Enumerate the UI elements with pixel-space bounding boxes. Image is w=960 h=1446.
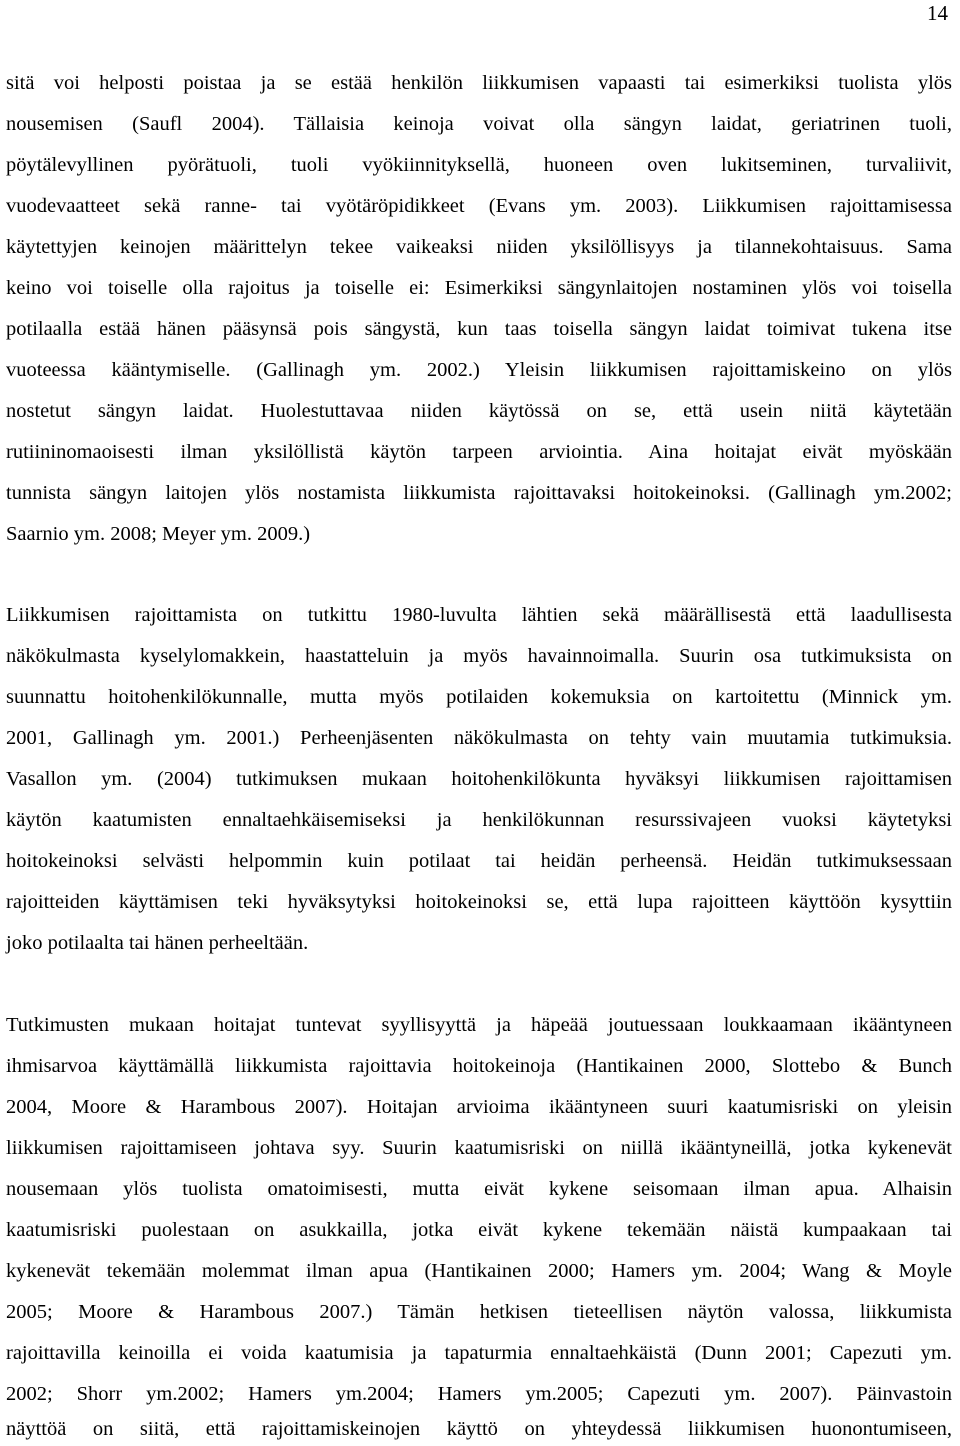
body-text-line: Vasallon ym. (2004) tutkimuksen mukaan hoitohenkilökunta hyväksyi liikkumisen rajoittamisen xyxy=(6,768,952,790)
body-text-line: 2004, Moore & Harambous 2007). Hoitajan arvioima ikääntyneen suuri kaatumisriski on yleisin xyxy=(6,1096,952,1118)
body-text-line: näkökulmasta kyselylomakkein, haastatteluin ja myös havainnoimalla. Suurin osa tutkimuksista on xyxy=(6,645,952,667)
body-text-line: ihmisarvoa käyttämällä liikkumista rajoittavia hoitokeinoja (Hantikainen 2000, Slottebo & Bunch xyxy=(6,1055,952,1077)
body-text-line: potilaalla estää hänen pääsynsä pois sängystä, kun taas toisella sängyn laidat toimivat tukena itse xyxy=(6,318,952,340)
body-text-line: kaatumisriski puolestaan on asukkailla, jotka eivät kykene tekemään näistä kumpaakaan tai xyxy=(6,1219,952,1241)
body-text-line: Liikkumisen rajoittamista on tutkittu 1980-luvulta lähtien sekä määrällisestä että laadullisesta xyxy=(6,604,952,626)
body-text-line: vuoteessa kääntymiselle. (Gallinagh ym. 2002.) Yleisin liikkumisen rajoittamiskeino on ylös xyxy=(6,359,952,381)
page-number: 14 xyxy=(927,1,948,25)
body-text-line: nousemaan ylös tuolista omatoimisesti, mutta eivät kykene seisomaan ilman apua. Alhaisin xyxy=(6,1178,952,1200)
body-text-line: rajoittavilla keinoilla ei voida kaatumisia ja tapaturmia ennaltaehkäistä (Dunn 2001; Capezuti ym. xyxy=(6,1342,952,1364)
body-text-line: vuodevaatteet sekä ranne- tai vyötäröpidikkeet (Evans ym. 2003). Liikkumisen rajoittamisessa xyxy=(6,195,952,217)
body-text-line: joko potilaalta tai hänen perheeltään. xyxy=(6,932,309,954)
body-text-line: liikkumisen rajoittamiseen johtava syy. Suurin kaatumisriski on niillä ikääntyneillä, jotka kykenevät xyxy=(6,1137,952,1159)
body-text-line: 2005; Moore & Harambous 2007.) Tämän hetkisen tieteellisen näytön valossa, liikkumista xyxy=(6,1301,952,1323)
body-text-line: rajoitteiden käyttämisen teki hyväksytyksi hoitokeinoksi se, että lupa rajoitteen käyttöön kysyttiin xyxy=(6,891,952,913)
body-text-line: hoitokeinoksi selvästi helpommin kuin potilaat tai heidän perheensä. Heidän tutkimuksessaan xyxy=(6,850,952,872)
body-text-line: käytettyjen keinojen määrittelyn tekee vaikeaksi niiden yksilöllisyys ja tilannekohtaisuus. Sama xyxy=(6,236,952,258)
body-text-line: rutiininomaoisesti ilman yksilöllistä käytön tarpeen arviointia. Aina hoitajat eivät myöskään xyxy=(6,441,952,463)
body-text-line: nostetut sängyn laidat. Huolestuttavaa niiden käytössä on se, että usein niitä käytetään xyxy=(6,400,952,422)
body-text-line: keino voi toiselle olla rajoitus ja toiselle ei: Esimerkiksi sängynlaitojen nostaminen ylös voi toisella xyxy=(6,277,952,299)
body-text-line: 2001, Gallinagh ym. 2001.) Perheenjäsenten näkökulmasta on tehty vain muutamia tutkimuksia. xyxy=(6,727,952,749)
body-text-line: tunnista sängyn laitojen ylös nostamista liikkumista rajoittavaksi hoitokeinoksi. (Gallinagh ym.2002; xyxy=(6,482,952,504)
body-text-line: pöytälevyllinen pyörätuoli, tuoli vyökiinnityksellä, huoneen oven lukitseminen, turvaliivit, xyxy=(6,154,952,176)
body-text-line: 2002; Shorr ym.2002; Hamers ym.2004; Hamers ym.2005; Capezuti ym. 2007). Päinvastoin xyxy=(6,1383,952,1405)
body-text-line: käytön kaatumisten ennaltaehkäisemiseksi ja henkilökunnan resurssivajeen vuoksi käytetyksi xyxy=(6,809,952,831)
body-text-line: kykenevät tekemään molemmat ilman apua (Hantikainen 2000; Hamers ym. 2004; Wang & Moyle xyxy=(6,1260,952,1282)
body-text-line: suunnattu hoitohenkilökunnalle, mutta myös potilaiden kokemuksia on kartoitettu (Minnick ym. xyxy=(6,686,952,708)
body-text-line: nousemisen (Saufl 2004). Tällaisia keinoja voivat olla sängyn laidat, geriatrinen tuoli, xyxy=(6,113,952,135)
body-text-line: Tutkimusten mukaan hoitajat tuntevat syyllisyyttä ja häpeää joutuessaan loukkaamaan ikääntyneen xyxy=(6,1014,952,1036)
body-text-line: Saarnio ym. 2008; Meyer ym. 2009.) xyxy=(6,523,311,545)
body-text-line: sitä voi helposti poistaa ja se estää henkilön liikkumisen vapaasti tai esimerkiksi tuolista ylös xyxy=(6,72,952,94)
body-text-line: näyttöä on siitä, että rajoittamiskeinojen käyttö on yhteydessä liikkumisen huonontumiseen, xyxy=(6,1418,952,1440)
